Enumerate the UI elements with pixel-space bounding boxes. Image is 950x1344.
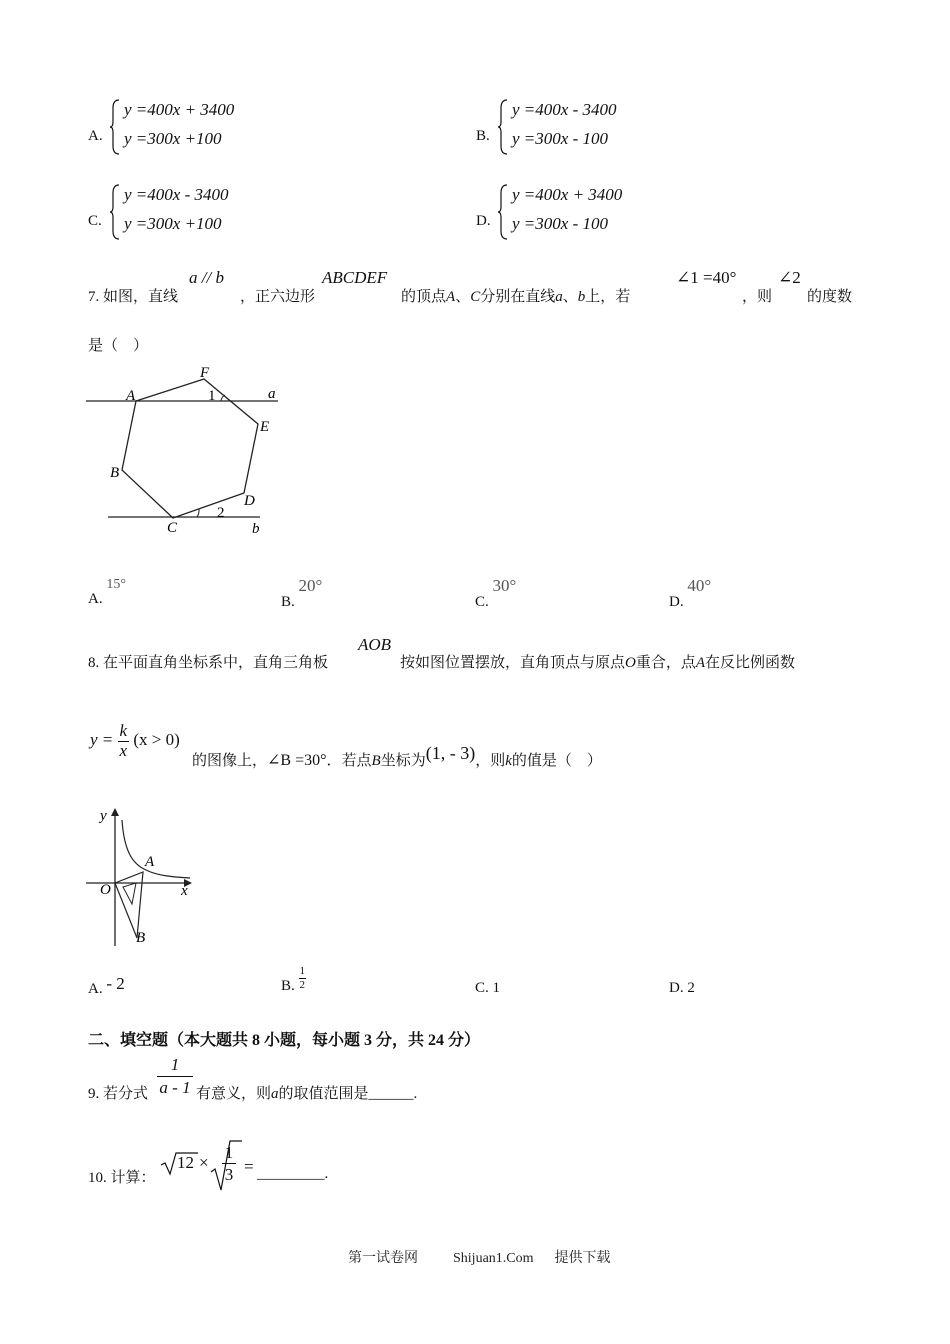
- q8-line1-rest: [400, 651, 795, 672]
- q10-den: 3: [224, 1165, 234, 1185]
- label-A: A: [126, 388, 136, 404]
- angle-2-arc: [197, 509, 199, 517]
- q7-parallel: a // b: [189, 268, 224, 287]
- label-b: b: [252, 521, 260, 537]
- q10-fraction: [222, 1143, 236, 1186]
- q7-mid5: ，则: [742, 289, 773, 305]
- q7-option-d-label: D.: [669, 594, 684, 610]
- q6-b-eq2: y =300x - 100: [512, 129, 608, 148]
- q7-suffix: 的度数: [807, 289, 853, 305]
- q8-line2c: 坐标为: [380, 753, 426, 769]
- q7-option-d[interactable]: [669, 576, 712, 610]
- label-a: a: [268, 386, 276, 402]
- triangle-inner: [123, 883, 136, 904]
- q10-radicand-12: 12: [177, 1153, 194, 1172]
- q8-func-domain: (x > 0): [133, 730, 180, 750]
- q7-line-a: a: [555, 289, 563, 305]
- q6-option-b-system: [498, 100, 658, 156]
- q7-option-c-value: 30°: [492, 576, 517, 595]
- q9-suffix2: 的取值范围是______.: [278, 1086, 418, 1102]
- q6-d-eq2: y =300x - 100: [512, 214, 608, 233]
- q8-option-a-label: A.: [88, 981, 103, 997]
- q8-line2d: ，则: [475, 753, 506, 769]
- q8-func-fraction: [118, 722, 130, 760]
- angle-1-arc: [221, 395, 225, 401]
- q8-option-d-value: 2: [687, 980, 695, 996]
- label-O: O: [100, 882, 111, 898]
- q7-mid4-text: 上，若: [585, 289, 631, 305]
- q7-option-b[interactable]: [281, 576, 323, 610]
- q6-option-d-label: D.: [476, 213, 491, 229]
- hyperbola-curve: [122, 820, 190, 878]
- q7-prefix: 7. 如图，直线: [88, 289, 179, 305]
- label-D: D: [244, 493, 255, 509]
- q7-option-c-label: C.: [475, 594, 489, 610]
- q10-num: 1: [222, 1143, 236, 1164]
- q8-option-b[interactable]: [281, 965, 306, 992]
- q8-suffix3: 在反比例函数: [705, 655, 796, 671]
- q7-option-b-label: B.: [281, 594, 295, 610]
- footer-tail: 提供下载: [554, 1251, 611, 1266]
- triangle-aob: [115, 872, 143, 938]
- q8-line2e: 的值是（ ）: [511, 753, 602, 769]
- q6-option-a-system: [110, 100, 270, 156]
- q7-mid2-text: 的顶点: [401, 289, 447, 305]
- label-B: B: [110, 465, 120, 481]
- brace-icon: [110, 183, 120, 241]
- footer-site: 第一试卷网: [348, 1251, 418, 1266]
- q10-prefix: 10. 计算：: [88, 1170, 156, 1186]
- q9-den: a - 1: [159, 1078, 191, 1097]
- q8-option-c-value: 1: [492, 980, 501, 996]
- q8-k: k: [505, 753, 512, 769]
- q8-suffix: 按如图位置摆放，直角顶点与原点: [400, 655, 626, 671]
- q6-option-a-label: A.: [88, 128, 103, 144]
- brace-icon: [110, 98, 120, 156]
- q8-point-b: B: [371, 753, 381, 769]
- q7-angle1: ∠1 =40°: [676, 268, 737, 287]
- q8-coord: (1, - 3): [425, 743, 476, 763]
- q7-option-b-value: 20°: [298, 576, 323, 595]
- q9-var: a: [271, 1086, 279, 1102]
- q6-option-c-system: [110, 185, 270, 241]
- q7-mid2: 的顶点A、C分别在直线a、b上，若: [401, 289, 631, 305]
- q8-option-c[interactable]: [475, 980, 500, 997]
- footer: [348, 1247, 611, 1267]
- q8-line2: [192, 743, 602, 770]
- label-1: 1: [208, 388, 216, 404]
- label-2: 2: [217, 505, 225, 521]
- q7-option-c[interactable]: [475, 576, 517, 610]
- q8-line2a: 的图像上，: [192, 753, 268, 769]
- q10-times: ×: [199, 1153, 209, 1172]
- q8-option-d[interactable]: [669, 980, 695, 997]
- q9-num: 1: [157, 1055, 193, 1077]
- q8-option-b-label: B.: [281, 978, 295, 994]
- q8-option-d-label: D.: [669, 980, 684, 996]
- q9-suffix: 有意义，则: [196, 1086, 272, 1102]
- q7-option-a[interactable]: [88, 576, 126, 607]
- q7-option-a-value: 15°: [106, 577, 126, 592]
- q9-rest: [196, 1082, 417, 1103]
- q8-option-b-value-frac: $\frac{1}{2}$: [299, 965, 306, 992]
- q8-option-a-value: - 2: [106, 974, 125, 993]
- q8-angle-b: ∠B =30°: [267, 752, 327, 769]
- q6-b-eq1: y =400x - 3400: [512, 100, 617, 119]
- q6-option-b-label: B.: [476, 128, 490, 144]
- q7-line2: 是（ ）: [88, 338, 149, 354]
- q7-point-a: A: [446, 289, 456, 305]
- q7-angle2: ∠2: [778, 268, 801, 287]
- q7-point-c: C: [470, 289, 481, 305]
- q6-option-d-system: [498, 185, 658, 241]
- q7-hexagon-figure: [80, 360, 290, 540]
- q8-prefix: 8. 在平面直角坐标系中，直角三角板: [88, 655, 329, 671]
- q8-line2b: ．若点: [326, 753, 372, 769]
- q7-option-d-value: 40°: [687, 576, 712, 595]
- q8-suffix2: 重合，点: [635, 655, 696, 671]
- q8-triangle-name: AOB: [358, 635, 392, 654]
- footer-domain[interactable]: Shijuan1.Com: [453, 1251, 534, 1266]
- label-C: C: [167, 520, 178, 536]
- q7-hexagon-name: ABCDEF: [322, 268, 388, 287]
- q6-c-eq1: y =400x - 3400: [124, 185, 229, 204]
- q6-a-eq1: y =400x + 3400: [124, 100, 235, 119]
- label-x: x: [181, 883, 188, 899]
- label-E: E: [260, 419, 270, 435]
- label-B: B: [136, 930, 146, 946]
- brace-icon: [498, 183, 508, 241]
- q6-d-eq1: y =400x + 3400: [512, 185, 623, 204]
- hexagon-shape: [122, 379, 258, 518]
- label-y: y: [100, 808, 107, 824]
- label-A: A: [145, 854, 155, 870]
- brace-icon: [498, 98, 508, 156]
- q8-func-x: x: [119, 740, 128, 760]
- q6-c-eq2: y =300x +100: [124, 214, 222, 233]
- q9-prefix: 9. 若分式: [88, 1086, 149, 1102]
- q8-origin: O: [625, 655, 636, 671]
- q9-fraction: [157, 1055, 193, 1098]
- q8-function: [90, 722, 180, 760]
- section-title: 二、填空题（本大题共 8 小题，每小题 3 分，共 24 分）: [88, 1032, 481, 1049]
- q7-mid3-text: 分别在直线: [480, 289, 556, 305]
- q8-coordinate-figure: [84, 800, 204, 950]
- y-axis-arrow-icon: [111, 808, 119, 816]
- q6-option-c-label: C.: [88, 213, 102, 229]
- q10-equals: =: [244, 1157, 254, 1176]
- q8-option-a[interactable]: [88, 974, 125, 998]
- q10-blank[interactable]: _________.: [257, 1166, 329, 1182]
- q7-line-b: b: [577, 289, 586, 305]
- q7-mid1: ，正六边形: [240, 289, 316, 305]
- q6-a-eq2: y =300x +100: [124, 129, 222, 148]
- q8-point-a: A: [695, 655, 706, 671]
- q8-option-c-label: C.: [475, 980, 489, 996]
- q7-option-a-label: A.: [88, 591, 103, 607]
- q8-func-y: y =: [90, 730, 114, 750]
- label-F: F: [200, 365, 210, 381]
- q8-func-k: k: [119, 721, 128, 740]
